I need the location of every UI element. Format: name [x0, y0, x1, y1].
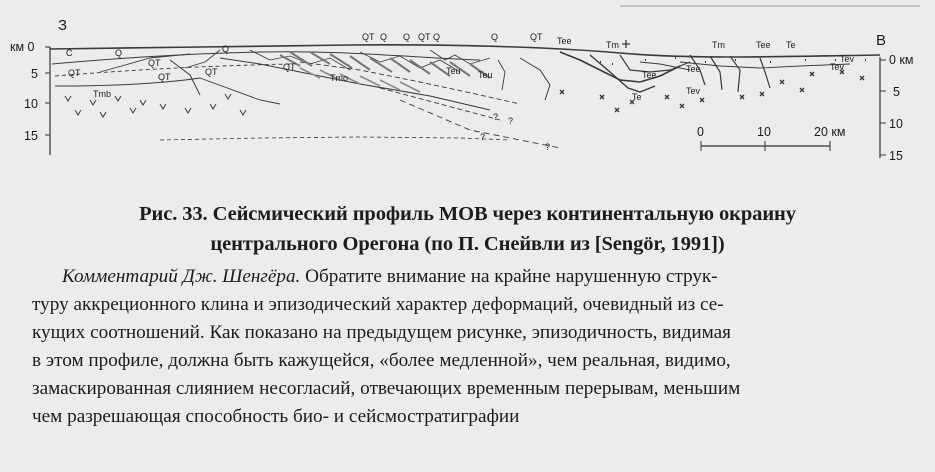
unit-label: Q	[222, 44, 230, 54]
unit-label: QT	[418, 32, 431, 42]
body-text-fragment: Обратите внимание на крайне нарушенную струк-	[300, 266, 718, 287]
seismic-profile-figure	[0, 0, 935, 200]
west-label: З	[58, 17, 68, 34]
unit-label: Q	[115, 48, 123, 58]
unit-label: Tm	[606, 40, 619, 50]
unit-label: Tmb	[93, 89, 111, 99]
body-text-line	[62, 263, 912, 291]
unit-label: ?	[545, 142, 551, 152]
right-depth-label: 10	[889, 117, 903, 131]
right-depth-label: 5	[893, 85, 900, 99]
unit-label: Tm	[712, 40, 725, 50]
scale-label: 20 км	[814, 125, 846, 139]
unit-label: QT	[283, 62, 296, 72]
unit-label: Te	[632, 92, 642, 102]
body-text-line: чем разрешающая способность био- и сейсмостратиграфии	[32, 406, 520, 427]
left-depth-label: 5	[31, 67, 38, 81]
unit-label: Tmo	[330, 73, 348, 83]
unit-label: ?	[493, 112, 499, 122]
unit-label: Tev	[830, 62, 845, 72]
unit-label: Tev	[686, 86, 701, 96]
unit-label: Q	[491, 32, 499, 42]
cross-section-drawing	[50, 40, 880, 148]
unit-label: Teu	[446, 66, 461, 76]
left-depth-axis	[10, 40, 50, 155]
unit-label: QT	[68, 68, 81, 78]
unit-label: QT	[362, 32, 375, 42]
east-label: В	[876, 32, 887, 49]
unit-label: Te	[786, 40, 796, 50]
right-depth-label: 0 км	[889, 53, 914, 67]
figure-caption-line: центрального Орегона (по П. Снейвли из [Sengör, 1991])	[210, 233, 725, 255]
unit-label: C	[66, 48, 73, 58]
unit-label: Q	[433, 32, 441, 42]
unit-label: ?	[508, 116, 514, 126]
left-depth-label: км 0	[10, 40, 35, 54]
section-unit-labels	[66, 44, 855, 152]
scale-label: 0	[697, 125, 704, 139]
unit-label: Tev	[840, 54, 855, 64]
unit-label: QT	[530, 32, 543, 42]
body-text-line: кущих соотношений. Как показано на предыдущем рисунке, эпизодичность, видимая	[32, 322, 731, 343]
comment-label: Комментарий Дж. Шенгёра.	[62, 266, 301, 287]
unit-label: Q	[403, 32, 411, 42]
unit-label: Teu	[478, 70, 493, 80]
scale-label: 10	[757, 125, 771, 139]
unit-label: Q	[380, 32, 388, 42]
unit-label: QT	[148, 58, 161, 68]
unit-label: Tee	[642, 70, 657, 80]
figure-caption-line: Рис. 33. Сейсмический профиль МОВ через континентальную окраину	[139, 203, 796, 225]
unit-label: QT	[205, 67, 218, 77]
right-depth-label: 15	[889, 149, 903, 163]
unit-label: QT	[158, 72, 171, 82]
left-depth-label: 10	[24, 97, 38, 111]
body-text-line: туру аккреционного клина и эпизодический характер деформаций, очевидный из се-	[32, 294, 724, 315]
unit-label: Tee	[557, 36, 572, 46]
body-text-line: в этом профиле, должна быть кажущейся, «более медленной», чем реальная, видимо,	[32, 350, 731, 371]
left-depth-label: 15	[24, 129, 38, 143]
right-depth-axis	[880, 53, 914, 163]
scale-bar	[697, 125, 845, 151]
unit-label: Tee	[756, 40, 771, 50]
surface-unit-labels	[362, 32, 796, 50]
unit-label: Tee	[686, 64, 701, 74]
body-text-line: замаскированная слиянием несогласий, отвечающих временным перерывам, меньшим	[32, 378, 741, 399]
unit-label: ?	[480, 132, 486, 142]
